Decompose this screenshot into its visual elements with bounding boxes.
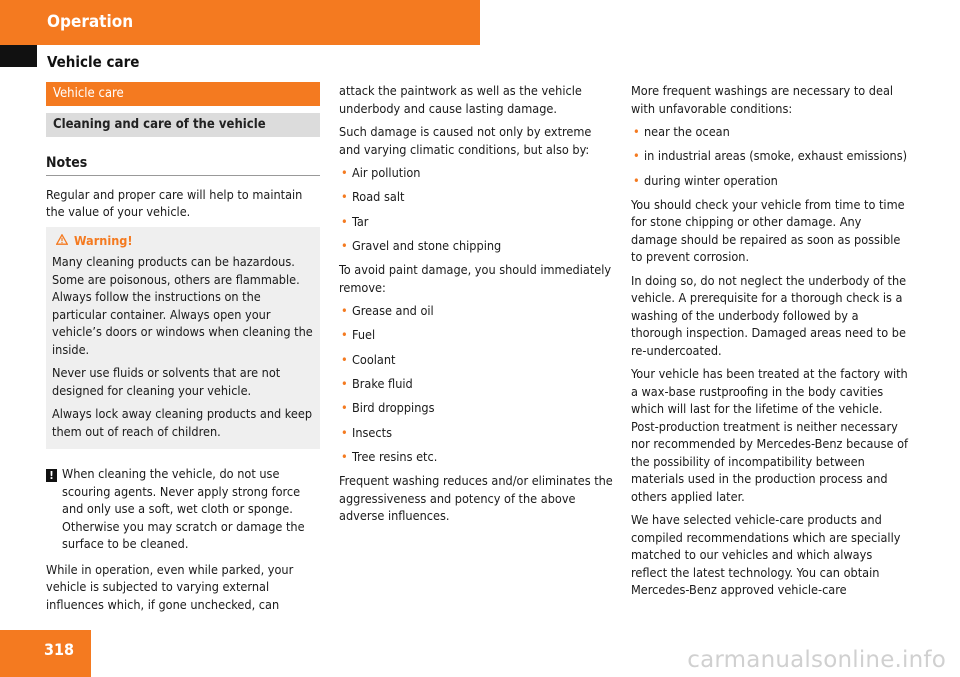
paragraph: More frequent washings are necessary to deal with unfavorable conditions: <box>631 83 894 116</box>
paragraph: Your vehicle has been treated at the factory with a wax-base rustproofing in the body cavities which will last for the lifetime of the vehicle. Post-production treatment is neither necessary nor recommended by Mercedes-Benz because of the possibility of incompatibility between materials used in the production process and others applied later. <box>631 366 908 504</box>
paragraph: In doing so, do not neglect the underbody of the vehicle. A prerequisite for a thorough check is a washing of the underbody followed by a thorough inspection. Damaged areas need to be re-undercoated. <box>631 272 907 358</box>
paragraph: We have selected vehicle-care products and compiled recommendations which are specially matched to our vehicles and which always reflect the latest technology. You can obtain Mercedes-Benz approved vehicle-care <box>631 512 901 598</box>
notice-exclamation-icon: ! <box>46 469 57 482</box>
warning-paragraph: Always lock away cleaning products and keep them out of reach of children. <box>52 406 313 439</box>
paragraph: To avoid paint damage, you should immediately remove: <box>339 262 612 295</box>
column-3 <box>631 82 909 605</box>
bullet-list <box>339 302 615 465</box>
outro-paragraph: While in operation, even while parked, your vehicle is subjected to varying external influences which, if gone unchecked, can <box>46 561 294 612</box>
list-item: • Coolant <box>339 351 615 369</box>
list-item: • Grease and oil <box>339 302 615 320</box>
list-item: • Brake fluid <box>339 375 615 393</box>
list-item: • near the ocean <box>631 123 909 141</box>
notes-heading: Notes <box>46 155 320 176</box>
list-item: • Insects <box>339 424 615 442</box>
column-1 <box>46 82 320 619</box>
list-item: • in industrial areas (smoke, exhaust emissions) <box>631 147 909 165</box>
list-item: • during winter operation <box>631 172 909 190</box>
warning-title-row <box>52 232 314 250</box>
paragraph: attack the paintwork as well as the vehicle underbody and cause lasting damage. <box>339 83 582 116</box>
list-item: • Tar <box>339 213 615 231</box>
page-number-tab <box>0 630 91 677</box>
notice-block <box>46 465 320 553</box>
list-item: • Tree resins etc. <box>339 448 615 466</box>
section-title: Vehicle care <box>47 53 140 71</box>
bullet-list <box>631 123 909 189</box>
warning-title: Warning! <box>74 232 133 248</box>
subsection-label: Cleaning and care of the vehicle <box>46 113 320 137</box>
column-2 <box>339 82 615 531</box>
list-item: • Road salt <box>339 188 615 206</box>
list-item: • Gravel and stone chipping <box>339 237 615 255</box>
list-item: • Fuel <box>339 326 615 344</box>
watermark: carmanualsonline.info <box>687 647 946 673</box>
warning-paragraph: Many cleaning products can be hazardous. Some are poisonous, others are flammable. Always follow the instructions on the particular container. Always open your vehicle’s doors or windows when cleaning the inside. <box>52 254 313 357</box>
list-item: • Bird droppings <box>339 399 615 417</box>
chapter-tab-marker <box>0 45 37 67</box>
warning-triangle-icon <box>56 232 68 250</box>
paragraph: Such damage is caused not only by extreme and varying climatic conditions, but also by: <box>339 124 592 157</box>
section-label: Vehicle care <box>46 82 320 106</box>
warning-box <box>46 227 320 450</box>
intro-paragraph: Regular and proper care will help to maintain the value of your vehicle. <box>46 186 303 219</box>
notice-text: When cleaning the vehicle, do not use scouring agents. Never apply strong force and only use a soft, wet cloth or sponge. Otherwise you may scratch or damage the surface to be cleaned. <box>62 466 305 551</box>
chapter-title: Operation <box>47 12 134 32</box>
page-number: 318 <box>44 640 75 659</box>
list-item: • Air pollution <box>339 164 615 182</box>
paragraph: You should check your vehicle from time to time for stone chipping or other damage. Any damage should be repaired as soon as possible to prevent corrosion. <box>631 196 905 265</box>
paragraph: Frequent washing reduces and/or eliminates the aggressiveness and potency of the above adverse influences. <box>339 473 613 524</box>
warning-paragraph: Never use fluids or solvents that are not designed for cleaning your vehicle. <box>52 365 281 398</box>
chapter-header-bar <box>0 0 480 45</box>
bullet-list <box>339 164 615 254</box>
